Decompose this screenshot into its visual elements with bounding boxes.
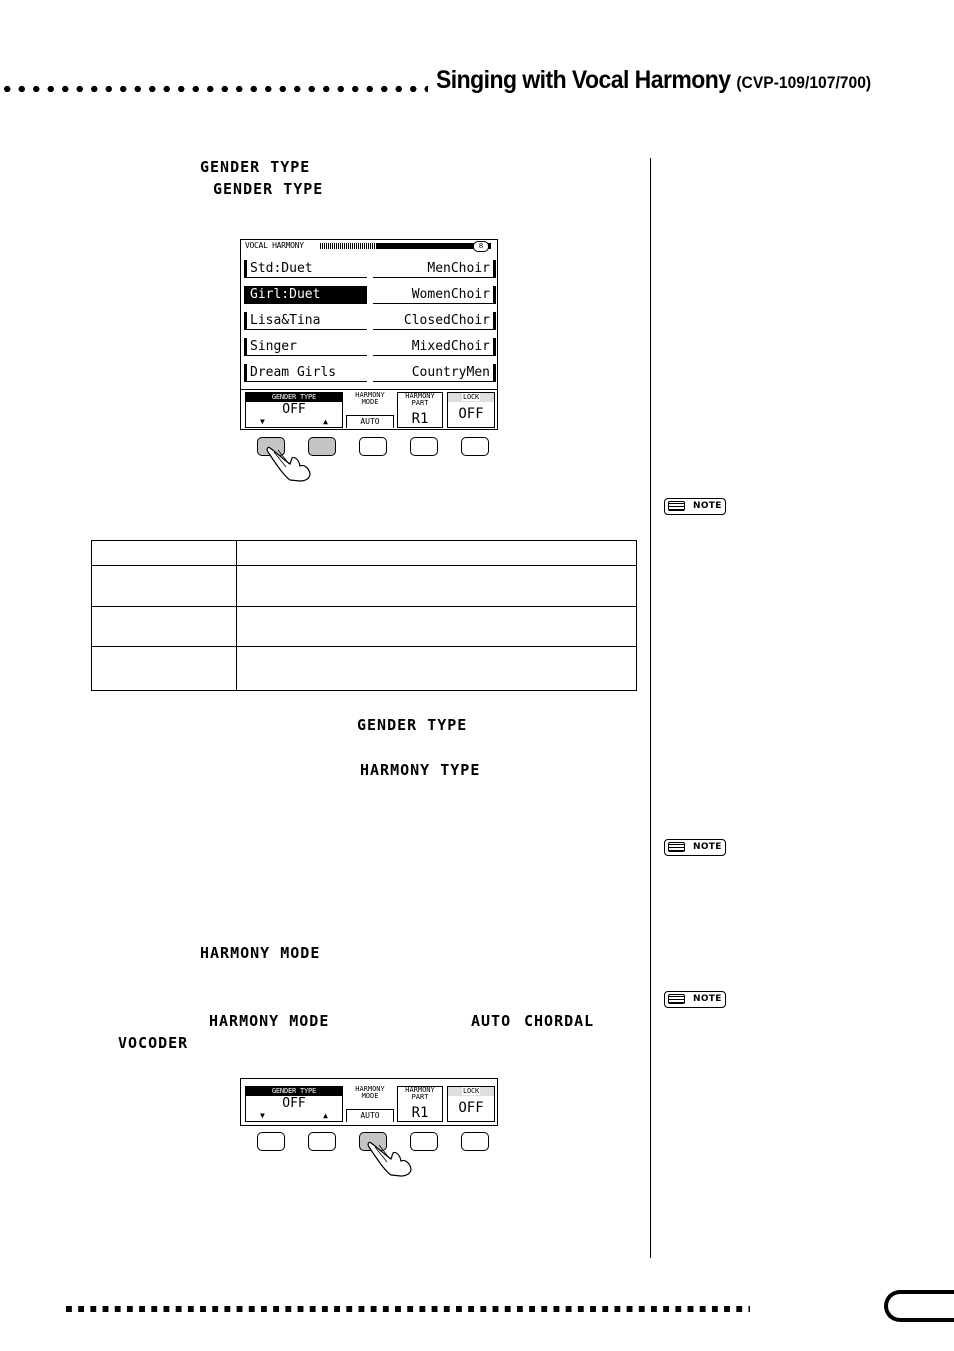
table-row <box>92 647 637 691</box>
lcd-type-item[interactable]: MenChoir <box>373 260 496 278</box>
table-row <box>92 541 637 566</box>
lcd-type-item[interactable]: Lisa&Tina <box>244 312 367 330</box>
lcd-display-control-strip <box>240 1078 498 1126</box>
arrow-up-icon: ▲ <box>323 417 328 426</box>
lock-control[interactable] <box>447 392 495 428</box>
keyword-vocoder: VOCODER <box>118 1034 189 1052</box>
table-row <box>92 566 637 607</box>
note-icon <box>668 501 685 511</box>
keyword-auto: AUTO <box>471 1012 512 1030</box>
lock-label: LOCK <box>448 393 494 402</box>
lock-value: OFF <box>458 1100 484 1116</box>
page-title <box>436 66 871 95</box>
gender-type-table <box>91 540 637 691</box>
lcd-type-item[interactable]: Singer <box>244 338 367 356</box>
gender-type-arrows <box>260 418 328 426</box>
note-badge <box>664 991 726 1008</box>
lock-control[interactable] <box>447 1086 495 1122</box>
table-cell <box>92 541 237 566</box>
lcd-type-item[interactable]: WomenChoir <box>373 286 496 304</box>
lock-value: OFF <box>458 406 484 422</box>
arrow-up-icon: ▲ <box>323 1111 328 1120</box>
lcd-type-item[interactable]: CountryMen <box>373 364 496 382</box>
table-row <box>92 607 637 647</box>
pressing-hand-icon <box>363 1135 421 1177</box>
table-cell <box>92 607 237 647</box>
panel-button-3[interactable] <box>359 437 387 456</box>
table-cell <box>92 566 237 607</box>
lcd-type-item[interactable]: ClosedChoir <box>373 312 496 330</box>
keyword-gender-type: GENDER TYPE <box>200 158 311 176</box>
arrow-down-icon: ▼ <box>260 1111 265 1120</box>
keyword-gender-type: GENDER TYPE <box>213 180 324 198</box>
lcd-page-number: 8 <box>473 241 489 252</box>
lcd-type-item[interactable]: Std:Duet <box>244 260 367 278</box>
note-label: NOTE <box>693 842 722 852</box>
title-text: Singing with Vocal Harmony <box>436 66 731 94</box>
harmony-mode-value: AUTO <box>346 1109 394 1122</box>
pressing-hand-icon <box>262 440 320 482</box>
gender-type-control[interactable] <box>245 392 343 428</box>
lcd-control-strip <box>245 1086 495 1122</box>
panel-button-5[interactable] <box>461 437 489 456</box>
gender-type-value: OFF <box>282 1096 306 1111</box>
note-label: NOTE <box>693 501 722 511</box>
note-label: NOTE <box>693 994 722 1004</box>
harmony-mode-label: HARMONY MODE <box>355 391 385 406</box>
harmony-part-label: HARMONY PART <box>405 392 435 407</box>
gender-type-label: GENDER TYPE <box>246 393 342 402</box>
harmony-mode-control[interactable] <box>346 1086 394 1122</box>
keyword-harmony-type: HARMONY TYPE <box>360 761 481 779</box>
gender-type-value: OFF <box>282 402 306 417</box>
column-divider <box>650 158 651 1258</box>
panel-button-2[interactable] <box>308 1132 336 1151</box>
harmony-part-value: R1 <box>411 1105 429 1121</box>
header-dot-rule <box>0 84 428 94</box>
lcd-type-item[interactable]: Dream Girls <box>244 364 367 382</box>
footer-dash-rule <box>66 1306 750 1312</box>
gender-type-label: GENDER TYPE <box>246 1087 342 1096</box>
table-cell <box>237 566 637 607</box>
lcd-type-item[interactable]: MixedChoir <box>373 338 496 356</box>
lcd-type-item-selected[interactable]: Girl:Duet <box>244 286 367 304</box>
keyword-gender-type: GENDER TYPE <box>357 716 468 734</box>
lock-label: LOCK <box>448 1087 494 1096</box>
gender-type-control[interactable] <box>245 1086 343 1122</box>
harmony-mode-label: HARMONY MODE <box>355 1085 385 1100</box>
lcd-display-vocal-harmony <box>240 239 498 430</box>
harmony-part-control[interactable] <box>397 1086 443 1122</box>
keyword-harmony-mode: HARMONY MODE <box>209 1012 330 1030</box>
panel-button-5[interactable] <box>461 1132 489 1151</box>
table-cell <box>92 647 237 691</box>
page-tab <box>884 1290 954 1322</box>
lcd-title: VOCAL HARMONY <box>245 241 304 250</box>
panel-button-1[interactable] <box>257 1132 285 1151</box>
lcd-title-pattern <box>319 243 377 249</box>
harmony-part-value: R1 <box>411 411 429 427</box>
harmony-part-control[interactable] <box>397 392 443 428</box>
table-cell <box>237 541 637 566</box>
lcd-separator <box>241 389 497 390</box>
note-icon <box>668 842 685 852</box>
harmony-part-label: HARMONY PART <box>405 1086 435 1101</box>
keyword-chordal: CHORDAL <box>524 1012 595 1030</box>
panel-button-4[interactable] <box>410 437 438 456</box>
note-badge <box>664 498 726 515</box>
table-cell <box>237 607 637 647</box>
gender-type-arrows <box>260 1112 328 1120</box>
arrow-down-icon: ▼ <box>260 417 265 426</box>
harmony-mode-control[interactable] <box>346 392 394 428</box>
lcd-control-strip <box>245 392 495 428</box>
harmony-mode-value: AUTO <box>346 415 394 428</box>
keyword-harmony-mode: HARMONY MODE <box>200 944 321 962</box>
note-icon <box>668 994 685 1004</box>
table-cell <box>237 647 637 691</box>
note-badge <box>664 839 726 856</box>
title-model: (CVP-109/107/700) <box>736 73 872 92</box>
